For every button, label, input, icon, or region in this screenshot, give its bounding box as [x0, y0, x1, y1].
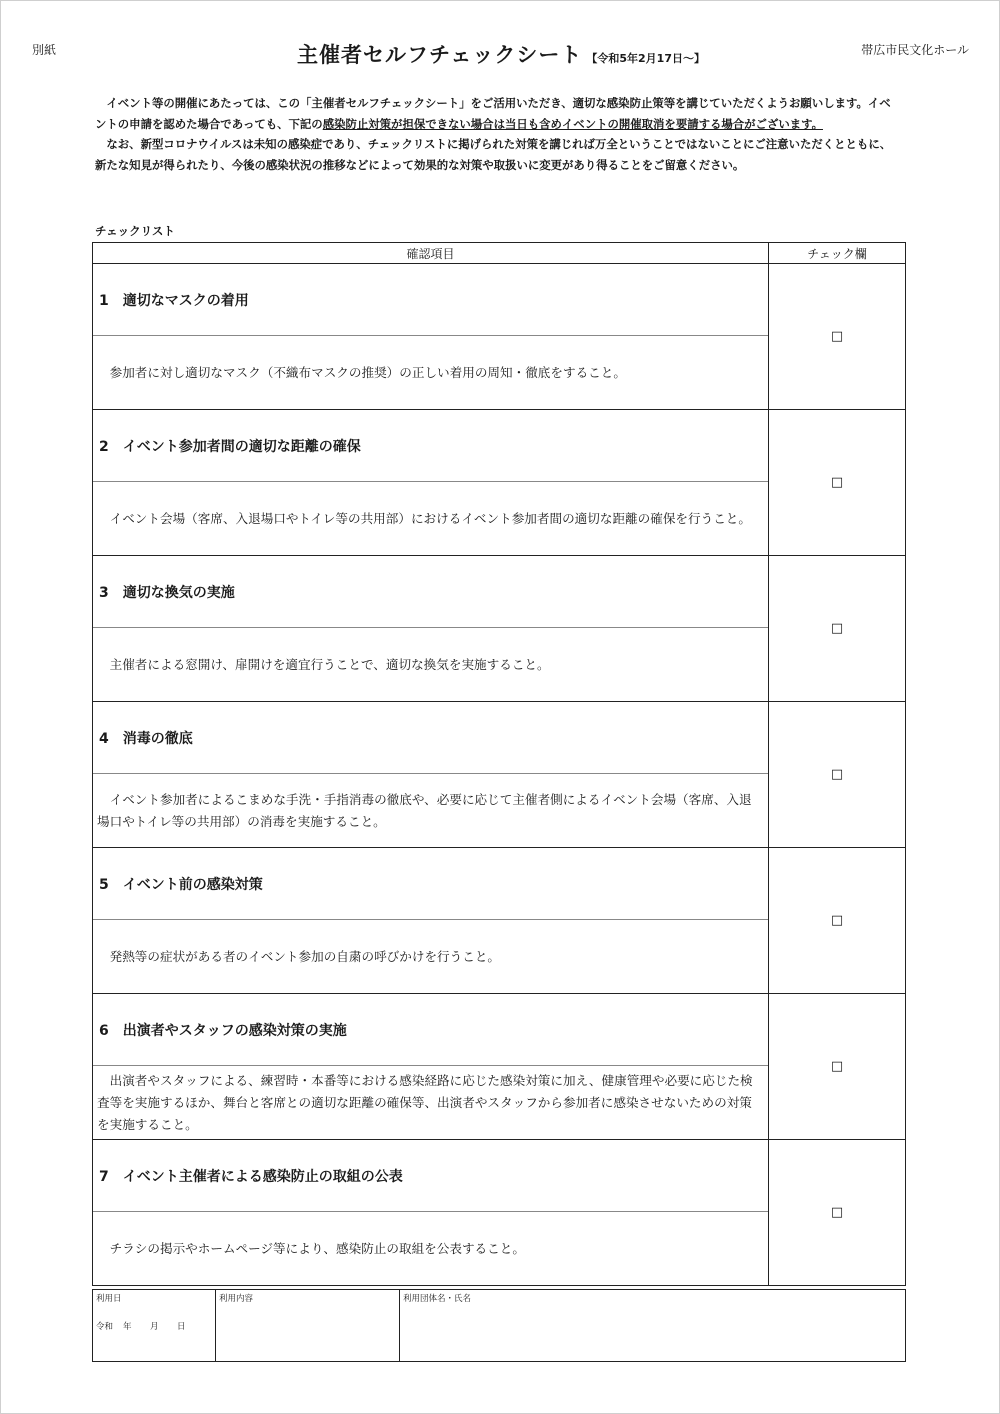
checkbox[interactable]: □	[830, 621, 844, 636]
column-header-item: 確認項目	[93, 243, 769, 264]
intro-text	[95, 93, 901, 175]
day-label: 日	[177, 1322, 186, 1332]
item-detail: 発熱等の症状がある者のイベント参加の自粛の呼びかけを行うこと。	[109, 948, 500, 964]
date-placeholder	[96, 1320, 186, 1332]
intro-p1-underlined: 感染防止対策が担保できない場合は当日も含めイベントの開催取消を要請する場合がございます。	[322, 116, 823, 131]
intro-paragraph-1	[95, 93, 901, 134]
checklist-row	[93, 264, 906, 410]
item-heading: 4 消毒の徹底	[93, 702, 768, 774]
group-name-label: 利用団体名・氏名	[403, 1294, 472, 1304]
checklist-row	[93, 702, 906, 848]
group-name-field[interactable]	[400, 1290, 906, 1362]
checklist-row	[93, 994, 906, 1140]
checklist-table	[92, 242, 906, 1286]
item-detail: 主催者による窓開け、扉開けを適宜行うことで、適切な換気を実施すること。	[109, 656, 550, 672]
item-detail: イベント参加者によるこまめな手洗・手指消毒の徹底や、必要に応じて主催者側によるイベント会場（客席、入退場口やトイレ等の共用部）の消毒を実施すること。	[97, 791, 752, 829]
item-detail: 出演者やスタッフによる、練習時・本番等における感染経路に応じた感染対策に加え、健康管理や必要に応じた検査等を実施するほか、舞台と客席との適切な距離の確保等、出演者やスタッフから参加者に感染させないための対策を実施すること。	[97, 1072, 753, 1132]
checklist-label: チェックリスト	[95, 224, 175, 238]
checkbox[interactable]: □	[830, 329, 844, 344]
item-heading: 7 イベント主催者による感染防止の取組の公表	[93, 1140, 768, 1212]
checklist-row	[93, 410, 906, 556]
title-area	[1, 39, 1000, 69]
item-heading: 1 適切なマスクの着用	[93, 264, 768, 336]
annex-label: 別紙	[32, 43, 57, 57]
month-label: 月	[150, 1322, 159, 1332]
use-date-field[interactable]	[93, 1290, 216, 1362]
checklist-row	[93, 848, 906, 994]
title-date: 【令和5年2月17日～】	[586, 52, 705, 65]
use-content-field[interactable]	[216, 1290, 400, 1362]
item-detail: 参加者に対し適切なマスク（不織布マスクの推奨）の正しい着用の周知・徹底をすること。	[109, 364, 626, 380]
usage-info-table	[92, 1289, 906, 1362]
venue-name: 帯広市民文化ホール	[861, 43, 969, 57]
item-heading: 2 イベント参加者間の適切な距離の確保	[93, 410, 768, 482]
checkbox[interactable]: □	[830, 475, 844, 490]
intro-paragraph-2: なお、新型コロナウイルスは未知の感染症であり、チェックリストに掲げられた対策を講じれば万全ということではないことにご注意いただくとともに、新たな知見が得られたり、今後の感染状況の推移などによって効果的な対策や取扱いに変更があり得ることをご留意ください。	[95, 137, 892, 172]
item-heading: 6 出演者やスタッフの感染対策の実施	[93, 994, 768, 1066]
item-detail: イベント会場（客席、入退場口やトイレ等の共用部）におけるイベント参加者間の適切な距離の確保を行うこと。	[109, 510, 751, 526]
checklist-row	[93, 1140, 906, 1286]
checkbox[interactable]: □	[830, 1205, 844, 1220]
checkbox[interactable]: □	[830, 1059, 844, 1074]
column-header-check: チェック欄	[769, 243, 906, 264]
item-heading: 3 適切な換気の実施	[93, 556, 768, 628]
era-label: 令和	[96, 1322, 114, 1332]
intro-p1-text: イベント等の開催にあたっては、この「主催者セルフチェックシート」をご活用いただき、適切な感染防止策等を講じていただくようお願いします。イベントの申請を認めた場合であっても、下記の	[95, 96, 891, 131]
item-heading: 5 イベント前の感染対策	[93, 848, 768, 920]
page-title: 主催者セルフチェックシート	[297, 43, 583, 67]
checkbox[interactable]: □	[830, 913, 844, 928]
item-detail: チラシの掲示やホームページ等により、感染防止の取組を公表すること。	[109, 1240, 525, 1256]
use-date-label: 利用日	[96, 1294, 122, 1304]
use-content-label: 利用内容	[219, 1294, 254, 1304]
checkbox[interactable]: □	[830, 767, 844, 782]
checklist-row	[93, 556, 906, 702]
checklist-header-row	[93, 243, 906, 264]
year-label: 年	[123, 1322, 132, 1332]
